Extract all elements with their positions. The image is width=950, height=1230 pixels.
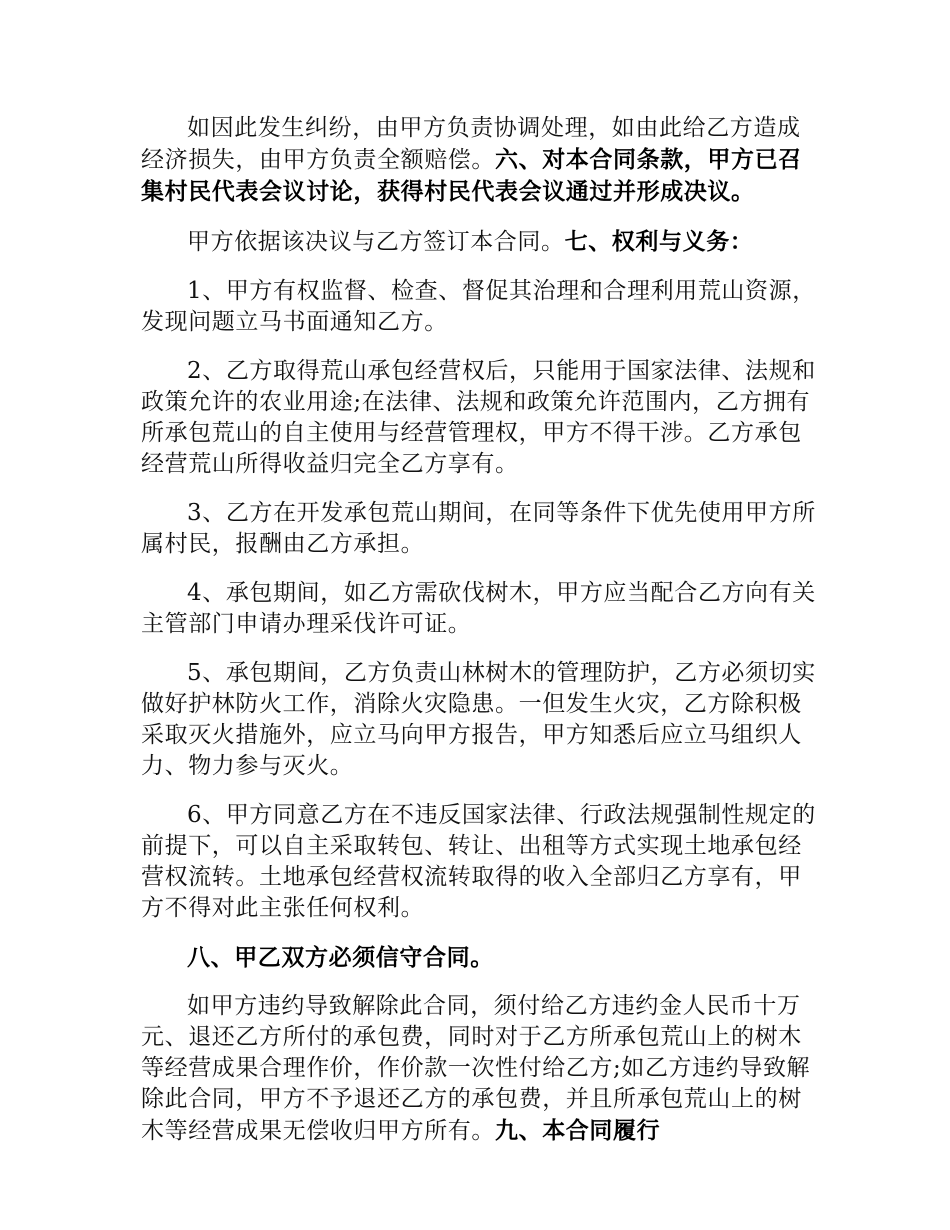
clause-1: 1、甲方有权监督、检查、督促其治理和合理利用荒山资源，发现问题立马书面通知乙方。 [141, 278, 816, 335]
clause-3: 3、乙方在开发承包荒山期间，在同等条件下优先使用甲方所属村民，报酬由乙方承担。 [141, 500, 816, 557]
clause-2: 2、乙方取得荒山承包经营权后，只能用于国家法律、法规和政策允许的农业用途;在法律、法规和政策允许范围内，乙方拥有所承包荒山的自主使用与经营管理权，甲方不得干涉。乙方承包经营荒山所得收益归完全乙方享有。 [141, 358, 816, 477]
section-heading-8: 八、甲乙双方必须信守合同。 [187, 944, 494, 971]
paragraph-text: 甲方依据该决议与乙方签订本合同。 [187, 229, 565, 255]
clause-6: 6、甲方同意乙方在不违反国家法律、行政法规强制性规定的前提下，可以自主采取转包、转让、出租等方式实现土地承包经营权流转。土地承包经营权流转取得的收入全部归乙方享有，甲方不得对此主张任何权利。 [141, 802, 816, 921]
paragraph-text: 如甲方违约导致解除此合同，须付给乙方违约金人民币十万元、退还乙方所付的承包费，同时对于乙方所承包荒山上的树木等经营成果合理作价，作价款一次性付给乙方;如乙方违约导致解除此合同，甲方不予退还乙方的承包费，并且所承包荒山上的树木等经营成果无偿收归甲方所有。 [141, 993, 811, 1144]
paragraph-breach-of-contract [141, 991, 821, 1147]
clause-4: 4、承包期间，如乙方需砍伐树木，甲方应当配合乙方向有关主管部门申请办理采伐许可证。 [141, 580, 816, 637]
clause-5: 5、承包期间，乙方负责山林树木的管理防护，乙方必须切实做好护林防火工作，消除火灾隐患。一但发生火灾，乙方除积极采取灭火措施外，应立马向甲方报告，甲方知悉后应立马组织人力、物力参与灭火。 [141, 660, 816, 779]
document-body [141, 113, 821, 1165]
section-heading-9: 九、本合同履行 [495, 1117, 661, 1144]
paragraph-signing-basis [141, 226, 821, 258]
paragraph-dispute-compensation [141, 113, 821, 208]
section-heading-6: 六、对本合同条款，甲方已召集村民代表会议讨论，获得村民代表会议通过并形成决议。 [141, 146, 802, 205]
section-heading-7: 七、权利与义务： [564, 228, 754, 255]
paragraph-text: 如因此发生纠纷，由甲方负责协调处理，如由此给乙方造成经济损失，由甲方负责全额赔偿。 [141, 115, 801, 173]
